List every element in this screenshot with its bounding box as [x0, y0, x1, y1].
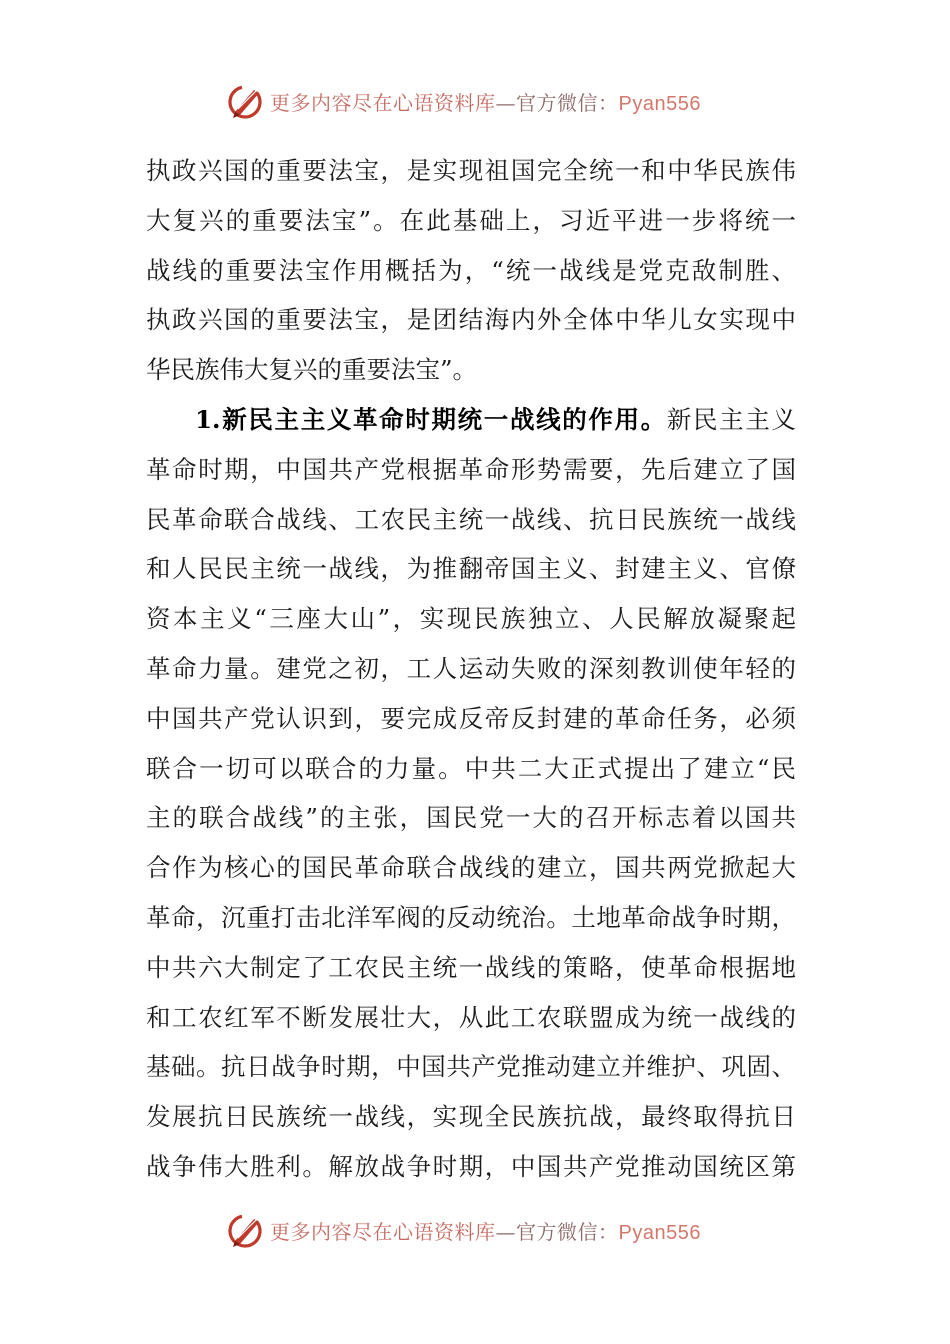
- text-line: 和工农红军不断发展壮大，从此工农联盟成为统一战线的: [146, 1002, 796, 1032]
- watermark-wechat-id: Pyan556: [618, 92, 701, 115]
- pen-circle-logo-icon: [226, 1210, 266, 1250]
- text-line: 革命，沉重打击北洋军阀的反动统治。土地革命战争时期，: [146, 902, 796, 932]
- text-line: 战争伟大胜利。解放战争时期，中国共产党推动国统区第: [146, 1151, 796, 1181]
- text-line: 和人民民主统一战线，为推翻帝国主义、封建主义、官僚: [146, 554, 796, 584]
- text-line: 革命时期，中国共产党根据革命形势需要，先后建立了国: [146, 454, 796, 484]
- pen-circle-logo-icon: [226, 81, 266, 121]
- text-line: 战线的重要法宝作用概括为，“统一战线是党克敌制胜、: [146, 255, 796, 285]
- text-line: 革命力量。建党之初，工人运动失败的深刻教训使年轻的: [146, 653, 796, 683]
- document-body: [146, 146, 796, 1192]
- watermark-dash: —: [495, 90, 516, 115]
- watermark-wechat-id: Pyan556: [618, 1221, 701, 1244]
- text-line: 基础。抗日战争时期，中国共产党推动建立并维护、巩固、: [146, 1052, 796, 1082]
- watermark-official-label: 官方微信：: [516, 90, 619, 115]
- text-line: 主的联合战线”的主张，国民党一大的召开标志着以国共: [146, 803, 796, 833]
- watermark-official-label: 官方微信：: [516, 1219, 619, 1244]
- section-heading-line: [146, 395, 796, 445]
- footer-watermark-text: [270, 1216, 701, 1245]
- watermark-library-text: 更多内容尽在心语资料库: [270, 1219, 496, 1244]
- text-line: 合作为核心的国民革命联合战线的建立，国共两党掀起大: [146, 853, 796, 883]
- watermark-dash: —: [495, 1219, 516, 1244]
- header-watermark-text: [270, 87, 701, 116]
- watermark-library-text: 更多内容尽在心语资料库: [270, 90, 496, 115]
- footer-watermark-banner: [226, 1209, 746, 1251]
- paragraph-1: [146, 146, 796, 395]
- text-line: 华民族伟大复兴的重要法宝”。: [146, 355, 478, 385]
- text-line: 民革命联合战线、工农民主统一战线、抗日民族统一战线: [146, 504, 796, 534]
- text-line: 中国共产党认识到，要完成反帝反封建的革命任务，必须: [146, 703, 796, 733]
- text-line: 资本主义“三座大山”，实现民族独立、人民解放凝聚起: [146, 604, 796, 634]
- header-watermark-banner: [226, 80, 746, 122]
- text-line: 执政兴国的重要法宝，是实现祖国完全统一和中华民族伟: [146, 156, 796, 185]
- text-line: 中共六大制定了工农民主统一战线的策略，使革命根据地: [146, 952, 796, 982]
- text-line: 联合一切可以联合的力量。中共二大正式提出了建立“民: [146, 753, 796, 783]
- heading-line-continuation: 新民主主义: [666, 404, 796, 434]
- paragraph-2: [146, 395, 796, 1192]
- section-heading: 1.新民主主义革命时期统一战线的作用。: [195, 404, 667, 434]
- text-line: 发展抗日民族统一战线，实现全民族抗战，最终取得抗日: [146, 1102, 796, 1132]
- text-line: 大复兴的重要法宝”。在此基础上，习近平进一步将统一: [146, 205, 796, 235]
- text-line: 执政兴国的重要法宝，是团结海内外全体中华儿女实现中: [146, 305, 796, 335]
